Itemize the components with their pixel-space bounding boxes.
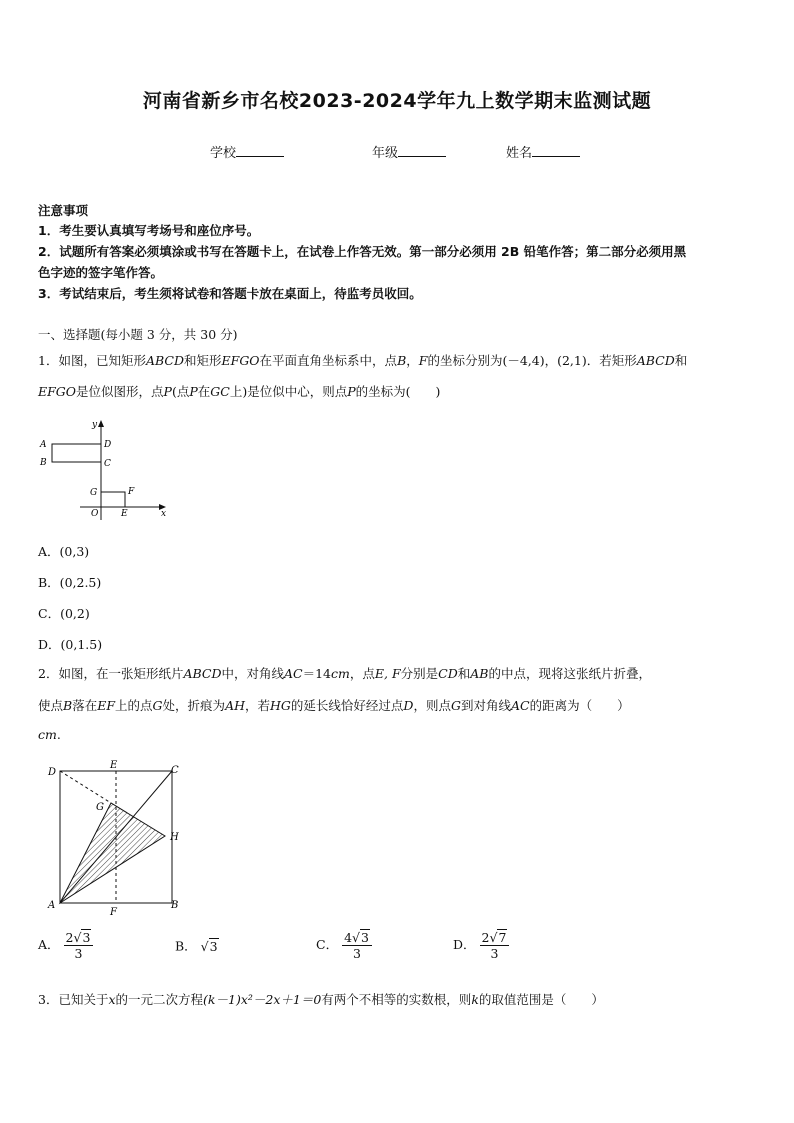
page-title: 河南省新乡市名校2023-2024学年九上数学期末监测试题	[142, 90, 652, 112]
label-D: D	[48, 767, 57, 778]
label-D: D	[104, 440, 112, 450]
label-H: H	[170, 832, 179, 843]
q2-option-d[interactable]: D． $\frac{2√7}{3}$	[453, 930, 509, 961]
label-A: A	[40, 440, 47, 450]
label-G: G	[96, 802, 104, 813]
q1-option-a[interactable]: A．(0,3)	[38, 544, 90, 559]
q2-option-a[interactable]: A． $\frac{2√3}{3}$	[38, 930, 93, 961]
rect-efgo	[101, 492, 125, 507]
name-blank[interactable]	[532, 144, 580, 157]
q3-line1: 3．已知关于x的一元二次方程(k－1)x²－2x＋1＝0有两个不相等的实数根，则k的取值范围是（ ）	[38, 992, 604, 1007]
q1-figure	[34, 416, 174, 522]
label-B: B	[40, 458, 47, 468]
q2-option-b[interactable]: B． √3	[175, 938, 218, 954]
label-F: F	[128, 487, 135, 497]
q2-option-c[interactable]: C． $\frac{4√3}{3}$	[316, 930, 372, 961]
label-G: G	[90, 488, 98, 498]
name-label: 姓名	[506, 146, 533, 161]
q1-option-b[interactable]: B．(0,2.5)	[38, 575, 102, 590]
notes-heading: 注意事项	[38, 203, 89, 218]
q1-option-d[interactable]: D．(0,1.5)	[38, 637, 103, 652]
y-arrow	[98, 420, 104, 427]
school-field	[210, 142, 284, 161]
q2-line2: 使点B落在EF上的点G处，折痕为AH，若HG的延长线恰好经过点D，则点G到对角线AC的距离为（ ）	[38, 698, 630, 713]
label-E: E	[110, 760, 118, 771]
name-field	[506, 142, 580, 161]
label-E: E	[121, 509, 128, 519]
q1-line1: 1．如图，已知矩形ABCD和矩形EFGO在平面直角坐标系中，点B，F的坐标分别为(－4,4)，(2,1)．若矩形ABCD和	[38, 353, 688, 368]
label-y: y	[92, 420, 98, 430]
label-x: x	[161, 509, 167, 519]
label-A: A	[48, 900, 56, 911]
grade-field	[372, 142, 446, 161]
note-1: 1．考生要认真填写考场号和座位序号。	[38, 223, 260, 238]
grade-blank[interactable]	[398, 144, 446, 157]
label-C: C	[171, 765, 179, 776]
label-C: C	[104, 459, 111, 469]
note-3: 3．考试结束后，考生须将试卷和答题卡放在桌面上，待监考员收回。	[38, 286, 422, 301]
section-heading: 一、选择题(每小题 3 分，共 30 分)	[38, 327, 238, 342]
rect-abcd	[52, 444, 101, 462]
note-2-line2: 色字迹的签字笔作答。	[38, 265, 164, 280]
school-label: 学校	[210, 146, 237, 161]
school-blank[interactable]	[236, 144, 284, 157]
q1-option-c[interactable]: C．(0,2)	[38, 606, 90, 621]
grade-label: 年级	[372, 146, 399, 161]
q2-unit: cm.	[38, 727, 61, 742]
fold-triangle	[60, 803, 165, 903]
label-B: B	[171, 900, 179, 911]
q2-line1: 2．如图，在一张矩形纸片ABCD中，对角线AC＝14cm，点E, F分别是CD和AB的中点，现将这张纸片折叠，	[38, 666, 651, 681]
q2-figure	[40, 758, 190, 918]
label-F: F	[110, 907, 117, 918]
note-2-line1: 2．试题所有答案必须填涂或书写在答题卡上，在试卷上作答无效。第一部分必须用 2B 铅笔作答；第二部分必须用黑	[38, 244, 687, 259]
q1-line2: EFGO是位似图形，点P(点P在GC上)是位似中心，则点P的坐标为( )	[38, 384, 441, 399]
label-O: O	[91, 509, 99, 519]
dashed-dg	[60, 771, 111, 803]
